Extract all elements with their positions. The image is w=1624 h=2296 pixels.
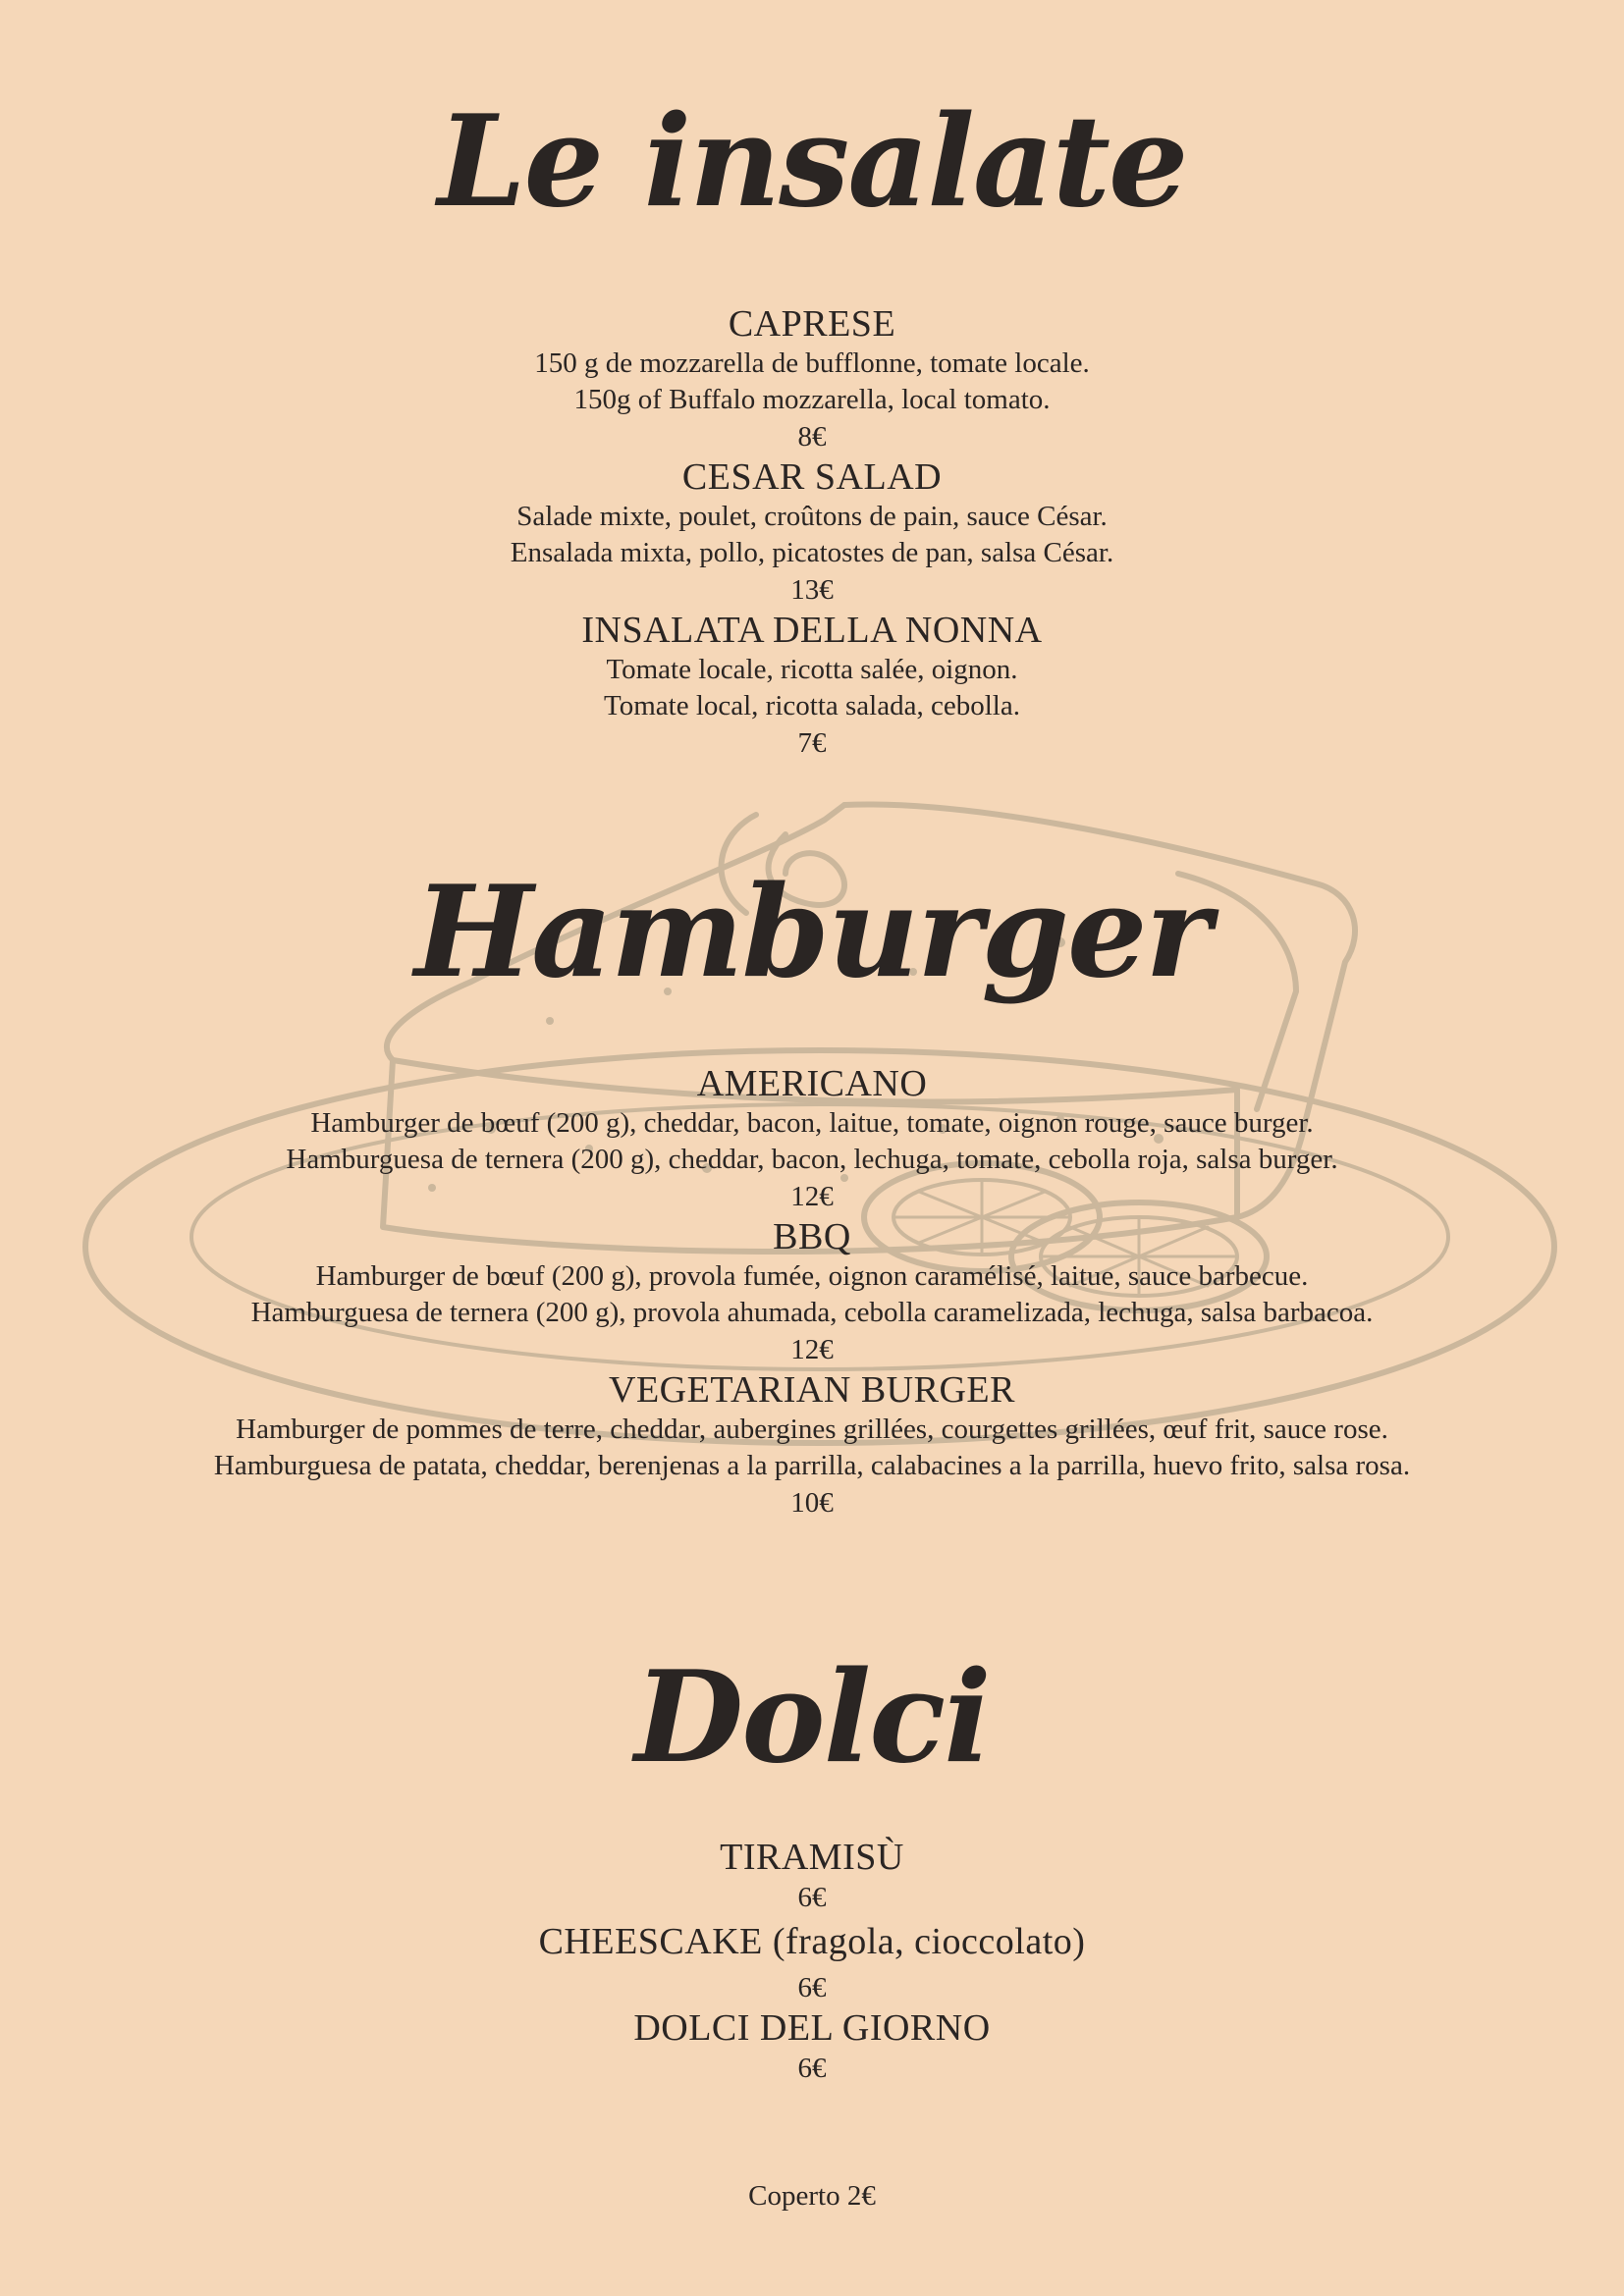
item-price: 8€ xyxy=(797,421,827,453)
item-price: 12€ xyxy=(790,1334,834,1365)
item-desc-fr: Salade mixte, poulet, croûtons de pain, sauce César. xyxy=(516,501,1108,532)
item-desc-alt: Hamburguesa de patata, cheddar, berenjenas a la parrilla, calabacines a la parrilla, huevo frito, salsa rosa. xyxy=(213,1450,1411,1481)
item-desc-alt: Tomate local, ricotta salada, cebolla. xyxy=(604,690,1020,721)
menu-item-cheesecake xyxy=(0,1920,1624,2006)
item-name: VEGETARIAN BURGER xyxy=(609,1369,1015,1411)
item-price: 13€ xyxy=(790,574,834,606)
item-name: TIRAMISÙ xyxy=(720,1837,904,1878)
menu-item-caprese xyxy=(0,302,1624,455)
item-desc-fr: Hamburger de bœuf (200 g), cheddar, bacon, laitue, tomate, oignon rouge, sauce burger. xyxy=(310,1107,1314,1139)
item-price: 6€ xyxy=(797,1882,827,1913)
dolci-section xyxy=(0,1836,1624,2087)
insalate-section xyxy=(0,302,1624,762)
menu-item-americano xyxy=(0,1062,1624,1215)
item-desc-alt: Ensalada mixta, pollo, picatostes de pan, salsa César. xyxy=(510,537,1114,568)
item-price: 12€ xyxy=(790,1181,834,1212)
menu-item-bbq xyxy=(0,1215,1624,1368)
item-desc-fr: Tomate locale, ricotta salée, oignon. xyxy=(606,654,1018,685)
coperto-note: Coperto 2€ xyxy=(748,2180,876,2212)
section-title-insalate: Le insalate xyxy=(437,88,1187,236)
item-name: BBQ xyxy=(773,1216,851,1257)
item-desc-alt: 150g of Buffalo mozzarella, local tomato. xyxy=(573,384,1051,415)
item-name: DOLCI DEL GIORNO xyxy=(633,2007,991,2049)
menu-item-cesar-salad xyxy=(0,455,1624,609)
item-price: 6€ xyxy=(797,1972,827,2003)
menu-item-vegetarian-burger xyxy=(0,1368,1624,1522)
item-price: 7€ xyxy=(797,727,827,759)
item-name: CESAR SALAD xyxy=(681,456,943,498)
item-price: 10€ xyxy=(790,1487,834,1519)
menu-item-tiramisu xyxy=(0,1836,1624,1916)
item-name: AMERICANO xyxy=(696,1063,928,1104)
item-desc-fr: Hamburger de bœuf (200 g), provola fumée, oignon caramélisé, laitue, sauce barbecue. xyxy=(315,1260,1309,1292)
item-desc-fr: Hamburger de pommes de terre, cheddar, aubergines grillées, courgettes grillées, œuf frit, sauce rose. xyxy=(236,1414,1388,1445)
item-name: INSALATA DELLA NONNA xyxy=(581,610,1043,651)
item-desc-alt: Hamburguesa de ternera (200 g), provola ahumada, cebolla caramelizada, lechuga, salsa barbacoa. xyxy=(250,1297,1374,1328)
hamburger-section xyxy=(0,1062,1624,1522)
item-desc-alt: Hamburguesa de ternera (200 g), cheddar, bacon, lechuga, tomate, cebolla roja, salsa burger. xyxy=(286,1144,1338,1175)
item-name: CAPRESE xyxy=(728,303,896,345)
item-name: CHEESCAKE (fragola, cioccolato) xyxy=(538,1921,1086,1962)
menu-item-dolci-del-giorno xyxy=(0,2006,1624,2087)
item-desc-fr: 150 g de mozzarella de bufflonne, tomate locale. xyxy=(534,347,1090,379)
section-title-dolci: Dolci xyxy=(634,1644,990,1791)
menu-item-insalata-della-nonna xyxy=(0,609,1624,762)
item-price: 6€ xyxy=(797,2053,827,2084)
section-title-hamburger: Hamburger xyxy=(414,859,1210,1006)
